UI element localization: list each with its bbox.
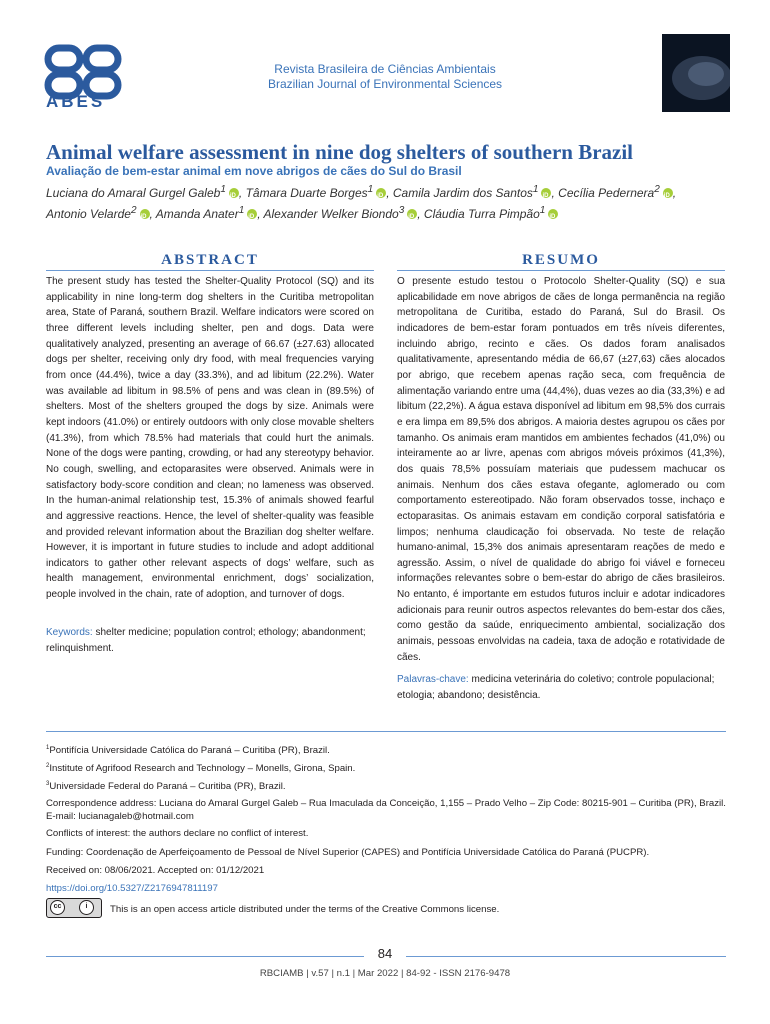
correspondence: Correspondence address: Luciana do Amaral Gurgel Galeb – Rua Imaculada da Conceição, 1,155 – Prado Velho – Zip Code: 80215-901 – Curitiba (PR), Brazil. E-mail: lucianagaleb@hotmail.com	[46, 798, 726, 822]
footer-divider-right	[406, 956, 726, 957]
orcid-icon[interactable]	[140, 209, 150, 219]
affiliation-text: Universidade Federal do Paraná – Curitiba (PR), Brazil.	[49, 781, 286, 793]
article-title: Animal welfare assessment in nine dog shelters of southern Brazil	[46, 140, 634, 164]
orcid-icon[interactable]	[229, 188, 239, 198]
author-name: Tâmara Duarte Borges	[245, 186, 368, 200]
abstract-heading: ABSTRACT	[161, 252, 259, 268]
author-affiliation: 2	[130, 205, 137, 216]
keywords-text: shelter medicine; population control; ethology; abandonment; relinquishment.	[46, 627, 366, 654]
journal-cover-thumbnail	[662, 34, 730, 112]
orcid-icon[interactable]	[663, 188, 673, 198]
footer-divider-left	[46, 956, 364, 957]
funding: Funding: Coordenação de Aperfeiçoamento de Pessoal de Nível Superior (CAPES) and Pontifícia Universidade Católica do Paraná (PUCPR).	[46, 847, 650, 858]
resumo-text: O presente estudo testou o Protocolo Shelter-Quality (SQ) e sua aplicabilidade em nove abrigos de cães de longa permanência na região metropolitana de Curitiba, estado do Paraná, Sul do Brasil. Os indicadores de bem-estar foram pontuados em três níveis diferentes, incluindo abrigo, recinto e cães. Os dados foram analisados qualitativamente, apresentando média de 66,67 (±27,63) cães alocados por abrigo, que recebem apenas ração seca, com frequência de alimentação variando entre uma (44,4%), duas vezes ao dia (33,3%) e ad libitum (22,2%). A água estava disponível ad libitum em 98,5% dos currais e era limpa em 89,5% dos abrigos. A maioria destes agrupou os cães por tamanho. Os animais eram mantidos em ambientes fechados (41,0%) ou inteiramente ao ar livre, apenas com abrigos móveis próximos (41,3%), dos quais 78,5% possuíam materiais que pudessem machucar os animais. Nenhum dos cães estava ofegante, aglomerado ou com comportamento estereotipado. Não foram observados tosse, inchaço e ectoparasitas. Os animais estavam em condição corporal satisfatória e limpos; nenhuma claudicação foi observada. No teste de relação humano-animal, 15,3% dos animais apresentaram reações de medo e agressão. Assim, o nível de qualidade do abrigo foi viável e forneceu informações relevantes sobre o bem-estar do abrigo de cães brasileiros. No entanto, é importante em estudos futuros incluir e adotar indicadores adicionais para reunir outros aspectos relevantes do bem-estar dos cães, como gestão da saúde, enriquecimento ambiental, socialização dos animais, pessoas envolvidas na cadeia, taxa de adoção e rotatividade de cães.	[397, 276, 725, 663]
cc-icon: cc	[50, 900, 65, 915]
running-footer: RBCIAMB | v.57 | n.1 | Mar 2022 | 84-92 - ISSN 2176-9478	[259, 968, 511, 979]
affiliation-1: $^1$Pontifícia Universidade Católica do Paraná – Curitiba (PR), Brazil.	[46, 745, 330, 757]
abstract-text: The present study has tested the Shelter-Quality Protocol (SQ) and its applicability in nine long-term dog shelters in the Curitiba metropolitan area, State of Paraná, southern Brazil. Welfare indicators were scored on three different levels including shelter, pen and dogs. Data were qualitatively analyzed, presenting an average of 66.67 (±27.63) allocated dogs per shelter, receiving only dry food, with meal frequencies varying from once (44.4%), twice a day (33.3%), and ad libitum (22.2%). Water was available ad libitum in 98.5% of pens and was clean in (89.5%) of shelters. Most of the shelters grouped the dogs by size. Animals were kept indoors (41.0%) or entirely outdoors with only close movable shelters (41.3%), from which 78.5% had materials that could hurt the animals. None of the dogs were panting, crowding, or had any stereotypy behavior. No cough, swelling, and ectoparasites were observed. Animals were in satisfactory body-score condition and clean; no lameness was observed. In the human-animal relationship test, 15.3% of animals showed fearful and aggressive reactions. Hence, the level of shelter-quality was feasible and provided relevant information about the Brazilian dog shelter welfare. However, it is important in future studies to include and adopt additional indicators to gather other relevant aspects of dogs’ welfare, such as health management, environmental enrichment, dogs’ socialization, people involved in the chain, rate of adoption, and turnover of dogs.	[46, 276, 374, 601]
author-name: Cláudia Turra Pimpão	[423, 207, 540, 221]
resumo-heading: RESUMO	[522, 252, 600, 268]
affiliation-3: $^3$Universidade Federal do Paraná – Curitiba (PR), Brazil.	[46, 781, 286, 793]
author-name: Cecília Pedernera	[558, 186, 655, 200]
author-affiliation: 1	[539, 205, 546, 216]
author-name: Camila Jardim dos Santos	[392, 186, 533, 200]
cover-image	[662, 34, 730, 112]
license-text: This is an open access article distributed under the terms of the Creative Commons license.	[110, 904, 500, 915]
author-affiliation: 2	[654, 184, 660, 195]
received-accepted-dates: Received on: 08/06/2021. Accepted on: 01/12/2021	[46, 865, 265, 876]
abstract-divider	[46, 270, 374, 271]
footnote-divider	[46, 731, 726, 732]
by-icon: i	[79, 900, 94, 915]
author-affiliation: 1	[367, 184, 374, 195]
author-name: Amanda Anater	[155, 207, 239, 221]
author-affiliation: 1	[238, 205, 245, 216]
page-number: 84	[377, 946, 393, 961]
logo-text: ABES	[46, 92, 106, 111]
journal-name-en: Brazilian Journal of Environmental Sciences	[267, 77, 503, 91]
orcid-icon[interactable]	[548, 209, 558, 219]
keywords-label: Keywords:	[46, 627, 93, 638]
author-name: Luciana do Amaral Gurgel Galeb	[46, 186, 221, 200]
article-subtitle: Avaliação de bem-estar animal em nove abrigos de cães do Sul do Brasil	[46, 164, 462, 178]
author-name: Alexander Welker Biondo	[263, 207, 399, 221]
orcid-icon[interactable]	[541, 188, 551, 198]
orcid-icon[interactable]	[407, 209, 417, 219]
keywords-label: Palavras-chave:	[397, 674, 469, 685]
resumo-keywords	[397, 672, 725, 703]
affiliation-text: Institute of Agrifood Research and Technology – Monells, Girona, Spain.	[49, 763, 356, 775]
affiliation-2: $^2$Institute of Agrifood Research and Technology – Monells, Girona, Spain.	[46, 763, 356, 775]
author-affiliation: 3	[398, 205, 405, 216]
creative-commons-badge[interactable]	[46, 898, 102, 918]
author-affiliation: 1	[532, 184, 539, 195]
orcid-icon[interactable]	[376, 188, 386, 198]
author-list: Luciana do Amaral Gurgel Galeb$^1$iD , Tâmara Duarte Borges$^1$iD , Camila Jardim dos Santos$^1$iD , Cecília Pedernera$^2$iD , Antonio Velarde$^2$iD , Amanda Anater$^1$iD , Alexander Welker Biondo$^3$iD , Cláudia Turra Pimpão$^1$iD	[46, 181, 726, 223]
resumo-divider	[397, 270, 725, 271]
affiliation-text: Pontifícia Universidade Católica do Paraná – Curitiba (PR), Brazil.	[49, 745, 330, 757]
conflicts-of-interest: Conflicts of interest: the authors declare no conflict of interest.	[46, 828, 309, 839]
abstract-keywords	[46, 625, 374, 656]
journal-name-pt: Revista Brasileira de Ciências Ambientais	[274, 62, 496, 76]
journal-name	[200, 62, 570, 92]
orcid-icon[interactable]	[247, 209, 257, 219]
doi-link[interactable]: https://doi.org/10.5327/Z2176947811197	[46, 883, 218, 894]
author-affiliation: 1	[220, 184, 226, 195]
keywords-text: medicina veterinária do coletivo; controle populacional; etologia; abandono; desistência.	[397, 674, 715, 701]
author-name: Antonio Velarde	[46, 207, 131, 221]
